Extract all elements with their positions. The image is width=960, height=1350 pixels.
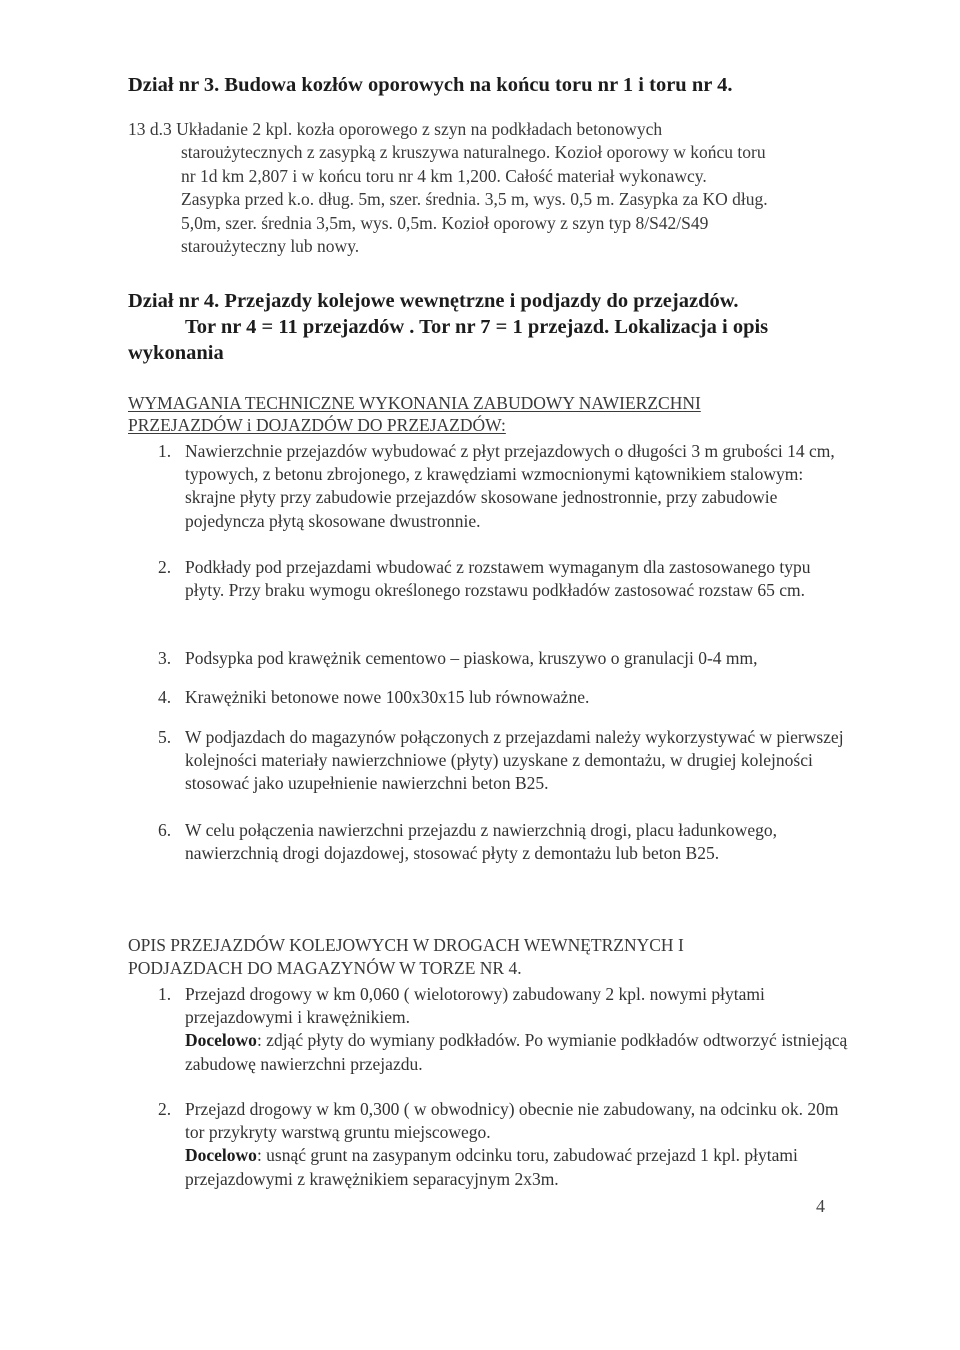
section-3-line: 5,0m, szer. średnia 3,5m, wys. 0,5m. Kozioł oporowy z szyn typ 8/S42/S49: [181, 212, 709, 233]
opis-heading-line: PODJAZDACH DO MAGAZYNÓW W TORZE NR 4.: [128, 958, 522, 979]
list-item: [128, 983, 848, 1076]
requirements-list: [128, 440, 848, 533]
list-item: [128, 440, 848, 533]
section-3-line: staroużytecznych z zasypką z kruszywa naturalnego. Kozioł oporowy w końcu toru: [181, 142, 766, 163]
item-number: 5.: [158, 727, 172, 747]
section-3-body: [128, 118, 828, 258]
list-item: [128, 647, 848, 670]
opis-list: [128, 983, 848, 1076]
opis-heading: [128, 934, 848, 981]
item-number: 2.: [158, 557, 172, 577]
section-3-title: Dział nr 3. Budowa kozłów oporowych na końcu toru nr 1 i toru nr 4.: [128, 74, 733, 96]
item-text: Nawierzchnie przejazdów wybudować z płyt przejazdowych o długości 3 m grubości 14 cm, typowych, z betonu zbrojonego, z krawędziami wzmocnionymi kątownikiem stalowym: skrajne płyty przy zabudowie przejazdów skosowane jednostronnie, przy zabudowie pojedyncza płytą skosowane dwustronnie.: [185, 441, 835, 531]
section-4-title-line: wykonania: [128, 342, 224, 364]
target-text: : zdjąć płyty do wymiany podkładów. Po wymianie podkładów odtworzyć istniejącą zabudowę nawierzchni przejazdu.: [185, 1030, 848, 1074]
requirements-list: [128, 556, 848, 602]
target-label: Docelowo: [185, 1145, 257, 1166]
requirements-list: [128, 726, 848, 796]
list-item: [128, 819, 848, 865]
section-3-line: 13 d.3 Układanie 2 kpl. kozła oporowego z szyn na podkładach betonowych: [128, 119, 663, 139]
section-3-line: staroużyteczny lub nowy.: [181, 236, 360, 257]
list-item: [128, 556, 848, 602]
list-item: [128, 726, 848, 796]
item-text: Przejazd drogowy w km 0,060 ( wielotorowy) zabudowany 2 kpl. nowymi płytami przejazdowymi i krawężnikiem.: [185, 984, 765, 1028]
list-item: [128, 686, 848, 709]
item-number: 2.: [158, 1099, 172, 1119]
section-4-title-line: Dział nr 4. Przejazdy kolejowe wewnętrzne i podjazdy do przejazdów.: [128, 290, 739, 312]
target-text: : usnąć grunt na zasypanym odcinku toru, zabudować przejazd 1 kpl. płytami przejazdowymi z krawężnikiem separacyjnym 2x3m.: [185, 1145, 798, 1189]
item-number: 3.: [158, 648, 172, 668]
requirements-heading-line: PRZEJAZDÓW i DOJAZDÓW DO PRZEJAZDÓW:: [128, 415, 506, 435]
item-number: 6.: [158, 820, 172, 840]
item-number: 1.: [158, 441, 172, 461]
requirements-list: [128, 686, 848, 709]
item-number: 1.: [158, 984, 172, 1004]
item-text: Podsypka pod krawężnik cementowo – piaskowa, kruszywo o granulacji 0-4 mm,: [185, 648, 758, 668]
list-item: [128, 1098, 848, 1191]
section-4-title-line: Tor nr 4 = 11 przejazdów . Tor nr 7 = 1 przejazd. Lokalizacja i opis: [185, 316, 769, 338]
requirements-list: [128, 819, 848, 865]
requirements-heading-line: WYMAGANIA TECHNICZNE WYKONANIA ZABUDOWY NAWIERZCHNI: [128, 393, 701, 413]
item-number: 4.: [158, 687, 172, 707]
item-text: W celu połączenia nawierzchni przejazdu z nawierzchnią drogi, placu ładunkowego, nawierzchnią drogi dojazdowej, stosować płyty z demontażu lub beton B25.: [185, 820, 777, 864]
section-3-line: nr 1d km 2,807 i w końcu toru nr 4 km 1,200. Całość materiał wykonawcy.: [181, 165, 707, 186]
page-number: 4: [816, 1196, 825, 1216]
opis-list: [128, 1098, 848, 1191]
section-3-line: Zasypka przed k.o. dług. 5m, szer. średnia. 3,5 m, wys. 0,5 m. Zasypka za KO dług.: [181, 189, 768, 210]
item-text: Przejazd drogowy w km 0,300 ( w obwodnicy) obecnie nie zabudowany, na odcinku ok. 20m tor przykryty warstwą gruntu miejscowego.: [185, 1099, 839, 1143]
item-text: Podkłady pod przejazdami wbudować z rozstawem wymaganym dla zastosowanego typu płyty. Przy braku wymogu określonego rozstawu podkładów zastosować rozstaw 65 cm.: [185, 557, 811, 601]
section-4-title: [128, 288, 848, 366]
item-text: Krawężniki betonowe nowe 100x30x15 lub równoważne.: [185, 687, 590, 707]
requirements-list: [128, 647, 848, 670]
opis-heading-line: OPIS PRZEJAZDÓW KOLEJOWYCH W DROGACH WEWNĘTRZNYCH I: [128, 935, 684, 955]
item-text: W podjazdach do magazynów połączonych z przejazdami należy wykorzystywać w pierwszej kolejności materiały nawierzchniowe (płyty) uzyskane z demontażu, w drugiej kolejności stosować jako uzupełnienie nawierzchni beton B25.: [185, 727, 844, 794]
requirements-heading: [128, 392, 848, 436]
target-label: Docelowo: [185, 1030, 257, 1051]
